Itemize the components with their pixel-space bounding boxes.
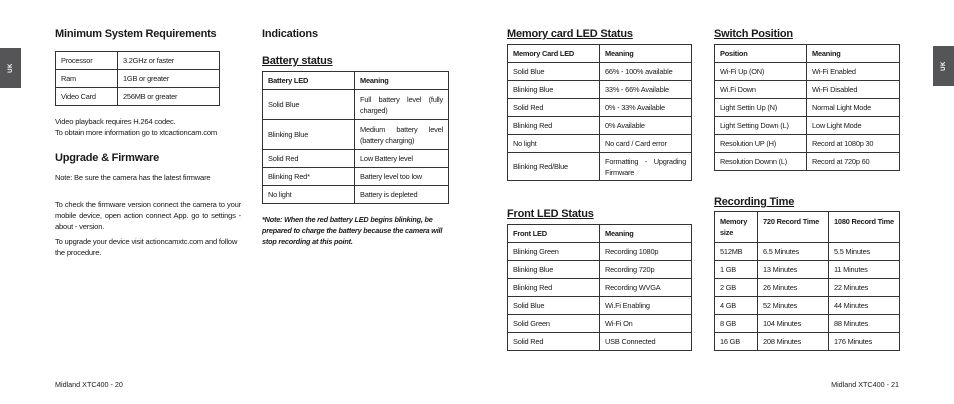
recording-header-memory: Memory size	[715, 212, 758, 243]
switch-header-meaning: Meaning	[807, 45, 900, 63]
battery-table	[262, 71, 449, 204]
min-sys-row	[56, 88, 220, 106]
front-led-header-led: Front LED	[508, 225, 600, 243]
battery-row-cell: Solid Blue	[263, 90, 355, 120]
language-tab-left-label: UK	[7, 63, 14, 73]
switch-position-table-header	[715, 45, 900, 63]
front-led-row	[508, 315, 692, 333]
front-led-row-cell: Solid Green	[508, 315, 600, 333]
battery-row	[263, 168, 449, 186]
switch-position-row	[715, 99, 900, 117]
recording-header-720: 720 Record Time	[758, 212, 829, 243]
switch-position-row-cell: Normal Light Mode	[807, 99, 900, 117]
memory-card-row-cell: 33% - 66% Available	[600, 81, 692, 99]
switch-position-table	[714, 44, 900, 171]
battery-row-cell: Medium battery level (battery charging)	[355, 120, 449, 150]
recording-time-row-cell: 8 GB	[715, 315, 758, 333]
front-led-row	[508, 297, 692, 315]
memory-card-row-cell: 66% - 100% available	[600, 63, 692, 81]
battery-row-cell: Blinking Red*	[263, 168, 355, 186]
min-sys-row-cell: 1GB or greater	[118, 70, 220, 88]
memory-card-row-cell: Blinking Red	[508, 117, 600, 135]
min-sys-title: Minimum System Requirements	[55, 28, 217, 40]
front-led-row	[508, 243, 692, 261]
memory-card-table	[507, 44, 692, 181]
upgrade-title: Upgrade & Firmware	[55, 152, 159, 164]
memory-card-row-cell: No card / Card error	[600, 135, 692, 153]
min-sys-row-cell: Ram	[56, 70, 118, 88]
front-led-row-cell: Wi-Fi On	[600, 315, 692, 333]
recording-header-1080: 1080 Record Time	[829, 212, 900, 243]
battery-header-meaning: Meaning	[355, 72, 449, 90]
battery-table-header	[263, 72, 449, 90]
front-led-row-cell: Solid Blue	[508, 297, 600, 315]
battery-row	[263, 90, 449, 120]
front-led-row-cell: Solid Red	[508, 333, 600, 351]
language-tab-right	[933, 46, 954, 86]
footer-right-page: Midland XTC400 - 21	[831, 380, 899, 389]
min-sys-note-2: To obtain more information go to xtcactioncam.com	[55, 128, 217, 137]
recording-time-row-cell: 88 Minutes	[829, 315, 900, 333]
min-sys-row-cell: Processor	[56, 52, 118, 70]
battery-status-title: Battery status	[262, 55, 333, 67]
memory-card-header-meaning: Meaning	[600, 45, 692, 63]
switch-position-title: Switch Position	[714, 28, 793, 40]
front-led-row-cell: Blinking Red	[508, 279, 600, 297]
front-led-row	[508, 261, 692, 279]
switch-position-row-cell: Wi-Fi Enabled	[807, 63, 900, 81]
recording-time-row	[715, 243, 900, 261]
recording-time-row-cell: 5.5 Minutes	[829, 243, 900, 261]
recording-time-row	[715, 315, 900, 333]
min-sys-table	[55, 51, 220, 106]
recording-time-row-cell: 16 GB	[715, 333, 758, 351]
memory-card-row-cell: No light	[508, 135, 600, 153]
memory-card-row	[508, 117, 692, 135]
switch-position-row-cell: Wi.Fi Down	[715, 81, 807, 99]
front-led-table-header	[508, 225, 692, 243]
memory-card-row-cell: 0% Available	[600, 117, 692, 135]
upgrade-para-2: To upgrade your device visit actioncamxtc.com and follow the procedure.	[55, 237, 238, 257]
switch-position-row	[715, 135, 900, 153]
battery-row-cell: Full battery level (fully charged)	[355, 90, 449, 120]
recording-time-table-header	[715, 212, 900, 243]
switch-position-row-cell: Light Settin Up (N)	[715, 99, 807, 117]
front-led-row-cell: Recording 1080p	[600, 243, 692, 261]
recording-time-row-cell: 1 GB	[715, 261, 758, 279]
front-led-row	[508, 279, 692, 297]
recording-time-row-cell: 44 Minutes	[829, 297, 900, 315]
recording-time-table	[714, 211, 900, 351]
recording-time-row-cell: 6.5 Minutes	[758, 243, 829, 261]
recording-time-row-cell: 2 GB	[715, 279, 758, 297]
switch-position-row-cell: Wi-Fi Disabled	[807, 81, 900, 99]
memory-card-row	[508, 135, 692, 153]
language-tab-right-label: UK	[940, 61, 947, 71]
front-led-header-meaning: Meaning	[600, 225, 692, 243]
memory-card-row-cell: Blinking Red/Blue	[508, 153, 600, 181]
recording-time-title: Recording Time	[714, 196, 795, 208]
indications-title: Indications	[262, 28, 318, 40]
switch-position-row-cell: Resolution UP (H)	[715, 135, 807, 153]
memory-card-row-cell: Blinking Blue	[508, 81, 600, 99]
min-sys-row	[56, 52, 220, 70]
memory-card-row-cell: Formatting - Upgrading Firmware	[600, 153, 692, 181]
battery-row-cell: Low Battery level	[355, 150, 449, 168]
recording-time-row-cell: 26 Minutes	[758, 279, 829, 297]
battery-row-cell: Battery level too low	[355, 168, 449, 186]
min-sys-row-cell: 3.2GHz or faster	[118, 52, 220, 70]
memory-card-header-led: Memory Card LED	[508, 45, 600, 63]
front-led-row-cell: Blinking Green	[508, 243, 600, 261]
battery-row-cell: Blinking Blue	[263, 120, 355, 150]
recording-time-row-cell: 208 Minutes	[758, 333, 829, 351]
battery-row-cell: Battery is depleted	[355, 186, 449, 204]
min-sys-row	[56, 70, 220, 88]
recording-time-row	[715, 279, 900, 297]
switch-position-row-cell: Resolution Downn (L)	[715, 153, 807, 171]
switch-position-row	[715, 63, 900, 81]
front-led-row-cell: Wi.Fi Enabling	[600, 297, 692, 315]
battery-row-cell: No light	[263, 186, 355, 204]
recording-time-row-cell: 13 Minutes	[758, 261, 829, 279]
recording-time-row-cell: 11 Minutes	[829, 261, 900, 279]
battery-row	[263, 150, 449, 168]
front-led-table	[507, 224, 692, 351]
memory-card-row-cell: Solid Red	[508, 99, 600, 117]
front-led-row-cell: USB Connected	[600, 333, 692, 351]
recording-time-row-cell: 176 Minutes	[829, 333, 900, 351]
switch-position-row	[715, 81, 900, 99]
battery-row	[263, 120, 449, 150]
battery-row-cell: Solid Red	[263, 150, 355, 168]
front-led-row-cell: Recording WVGA	[600, 279, 692, 297]
front-led-title: Front LED Status	[507, 208, 594, 220]
recording-time-row-cell: 22 Minutes	[829, 279, 900, 297]
switch-position-row-cell: Wi-Fi Up (ON)	[715, 63, 807, 81]
recording-time-row	[715, 297, 900, 315]
language-tab-left	[0, 48, 21, 88]
switch-position-row-cell: Light Setting Down (L)	[715, 117, 807, 135]
memory-card-row	[508, 153, 692, 181]
battery-row	[263, 186, 449, 204]
recording-time-row-cell: 52 Minutes	[758, 297, 829, 315]
switch-position-row-cell: Record at 1080p 30	[807, 135, 900, 153]
battery-warning-note: *Note: When the red battery LED begins blinking, be prepared to charge the battery because the camera will stop recording at this point.	[262, 215, 443, 246]
min-sys-row-cell: 256MB or greater	[118, 88, 220, 106]
recording-time-row-cell: 104 Minutes	[758, 315, 829, 333]
front-led-row	[508, 333, 692, 351]
memory-card-title: Memory card LED Status	[507, 28, 633, 40]
min-sys-note-1: Video playback requires H.264 codec.	[55, 117, 176, 126]
switch-position-row-cell: Record at 720p 60	[807, 153, 900, 171]
upgrade-note: Note: Be sure the camera has the latest firmware	[55, 173, 211, 182]
memory-card-row	[508, 81, 692, 99]
min-sys-row-cell: Video Card	[56, 88, 118, 106]
memory-card-row-cell: Solid Blue	[508, 63, 600, 81]
upgrade-para-1: To check the firmware version connect the camera to your mobile device, open action connect App. go to settings - about - version.	[55, 200, 241, 231]
front-led-row-cell: Recording 720p	[600, 261, 692, 279]
recording-time-row-cell: 512MB	[715, 243, 758, 261]
switch-position-row	[715, 117, 900, 135]
switch-position-row	[715, 153, 900, 171]
recording-time-row-cell: 4 GB	[715, 297, 758, 315]
memory-card-row	[508, 63, 692, 81]
memory-card-row	[508, 99, 692, 117]
switch-header-position: Position	[715, 45, 807, 63]
memory-card-table-header	[508, 45, 692, 63]
footer-left-page: Midland XTC400 - 20	[55, 380, 123, 389]
memory-card-row-cell: 0% - 33% Available	[600, 99, 692, 117]
battery-header-led: Battery LED	[263, 72, 355, 90]
recording-time-row	[715, 261, 900, 279]
switch-position-row-cell: Low Light Mode	[807, 117, 900, 135]
recording-time-row	[715, 333, 900, 351]
front-led-row-cell: Blinking Blue	[508, 261, 600, 279]
